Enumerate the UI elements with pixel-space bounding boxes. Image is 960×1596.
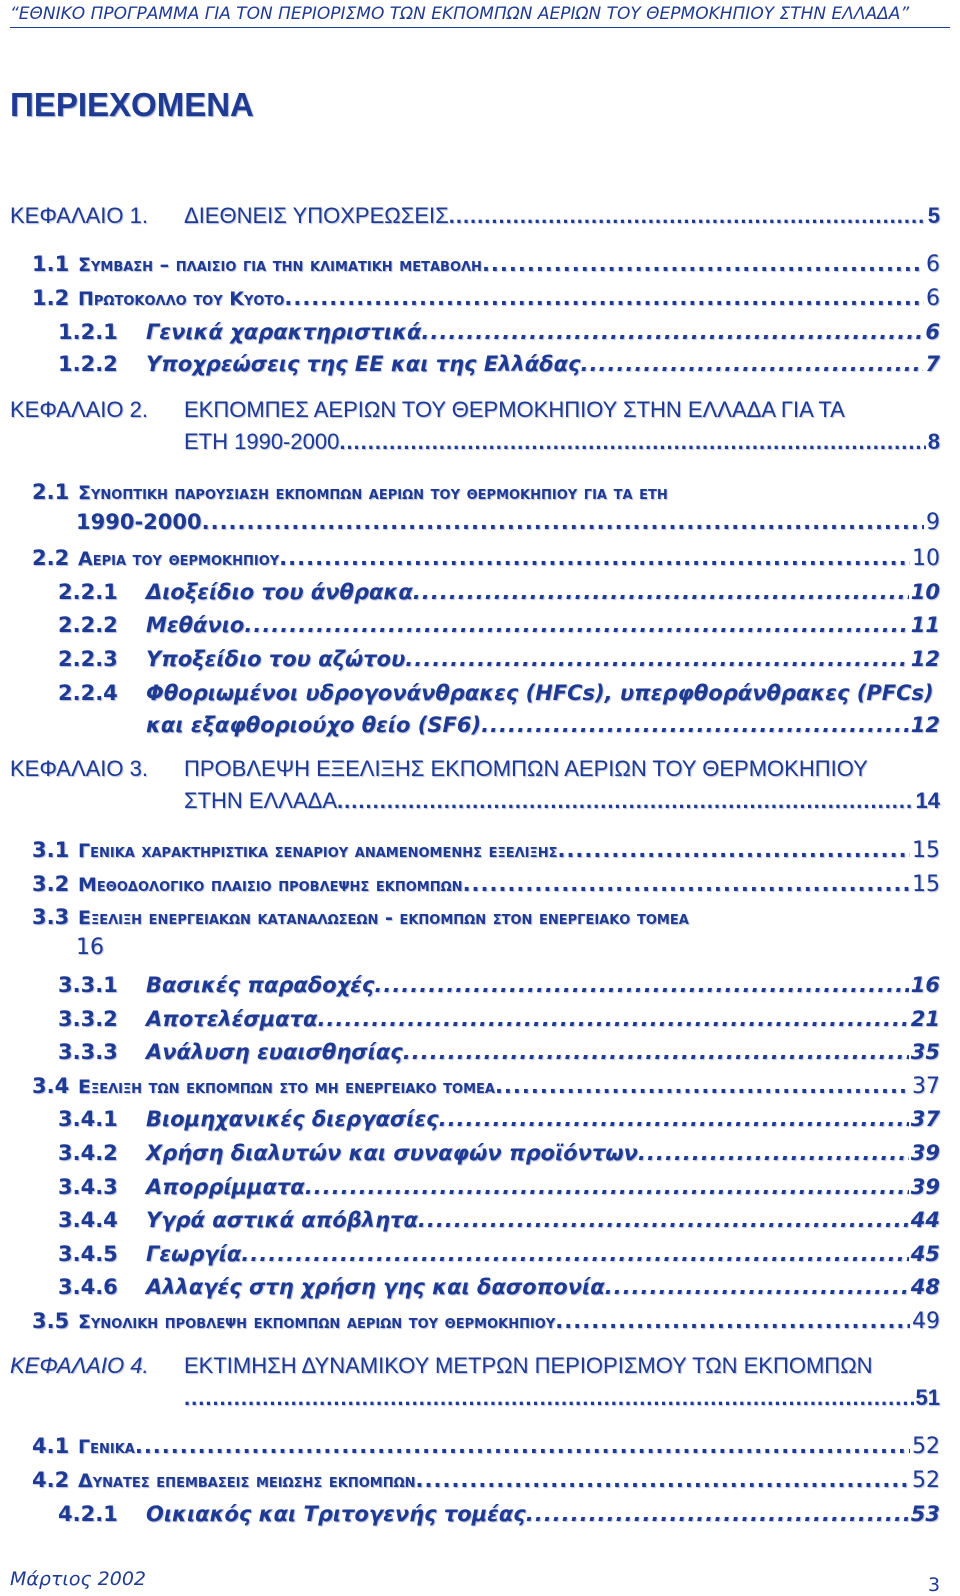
toc-title: Βιομηχανικές διεργασίες (146, 1107, 439, 1131)
dot-leader (135, 1434, 910, 1458)
toc-number: 3.4.4 (58, 1208, 118, 1232)
toc-title: ΕΤΗ 1990-2000 (184, 429, 340, 454)
toc-number: 1.2 (32, 286, 70, 310)
toc-subsection-3-3-2[interactable] (58, 1007, 940, 1031)
dot-leader (638, 1141, 909, 1165)
dot-leader (279, 546, 910, 570)
toc-number: ΚΕΦΑΛΑΙΟ 1. (10, 203, 148, 228)
toc-number: 3.4 (32, 1074, 70, 1098)
toc-page: 12 (910, 647, 940, 671)
toc-page: 49 (912, 1309, 940, 1334)
dot-leader (526, 1502, 909, 1526)
toc-number: 4.2 (32, 1468, 70, 1492)
toc-number: 2.1 (32, 480, 70, 504)
footer-page-number: 3 (928, 1574, 941, 1596)
dot-leader (184, 1385, 914, 1411)
toc-page: 7 (925, 352, 940, 376)
toc-subsection-2-2-4[interactable] (58, 681, 940, 737)
toc-title: Μεθάνιο (146, 613, 245, 637)
toc-subsection-4-2-1[interactable] (58, 1502, 940, 1526)
toc-page: 37 (910, 1107, 940, 1131)
toc-title: Πρωτοκολλο του Κυοτο (78, 288, 285, 310)
dot-leader (337, 788, 913, 814)
toc-number: 2.2 (32, 546, 70, 570)
toc-title: Αλλαγές στη χρήση γης και δασοπονία (146, 1275, 605, 1299)
dot-leader (421, 320, 923, 344)
toc-number: 3.5 (32, 1309, 70, 1333)
toc-number: 2.2.4 (58, 681, 118, 705)
toc-subsection-2-2-1[interactable] (58, 580, 940, 604)
toc-number: ΚΕΦΑΛΑΙΟ 3. (10, 756, 148, 781)
toc-subsection-3-4-2[interactable] (58, 1141, 940, 1165)
toc-page: 10 (912, 546, 940, 571)
toc-page: 51 (915, 1385, 940, 1410)
toc-number: 3.4.5 (58, 1242, 118, 1266)
toc-number: 3.3.2 (58, 1007, 118, 1031)
dot-leader (374, 973, 908, 997)
running-header: “ΕΘΝΙΚΟ ΠΡΟΓΡΑΜΜΑ ΓΙΑ ΤΟΝ ΠΕΡΙΟΡΙΣΜΟ ΤΩΝ ΕΚΠΟΜΠΩΝ ΑΕΡΙΩΝ ΤΟΥ ΘΕΡΜΟΚΗΠΙΟΥ ΣΤΗΝ ΕΛΛΑΔΑ” (10, 4, 950, 28)
toc-page: 21 (910, 1007, 940, 1031)
toc-number: 3.3 (32, 905, 70, 929)
toc-section-3-3[interactable] (32, 905, 940, 960)
toc-page: 45 (910, 1242, 940, 1266)
toc-number: 3.2 (32, 872, 70, 896)
toc-subsection-3-4-5[interactable] (58, 1242, 940, 1266)
toc-section-4-2[interactable] (32, 1468, 940, 1493)
toc-title: ΔΙΕΘΝΕΙΣ ΥΠΟΧΡΕΩΣΕΙΣ (184, 203, 449, 228)
toc-title-line1: Συνοπτικη παρουσιαση εκπομπων αεριων του θερμοκηπιου για τα ετη (78, 482, 668, 504)
toc-section-3-1[interactable] (32, 838, 940, 863)
toc-subsection-3-3-1[interactable] (58, 973, 940, 997)
toc-page: 35 (910, 1040, 940, 1064)
toc-number: 2.2.1 (58, 580, 118, 604)
footer-date: Μάρτιος 2002 (10, 1568, 147, 1590)
toc-number: 4.2.1 (58, 1502, 118, 1526)
toc-section-1-2[interactable] (32, 286, 940, 311)
toc-subsection-3-4-6[interactable] (58, 1275, 940, 1299)
toc-title: Συνολικη προβλεψη εκπομπων αεριων του θερμοκηπιου (78, 1311, 556, 1333)
dot-leader (463, 872, 910, 896)
toc-title-line1: Εξελιξη ενεργειακων καταναλωσεων - εκπομπων στον ενεργειακο τομεα (78, 907, 689, 929)
toc-page: 9 (926, 510, 940, 535)
toc-title-line1: ΕΚΠΟΜΠΕΣ ΑΕΡΙΩΝ ΤΟΥ ΘΕΡΜΟΚΗΠΙΟΥ ΣΤΗΝ ΕΛΛΑΔΑ ΓΙΑ ΤΑ (184, 397, 845, 422)
toc-subsection-1-2-2[interactable] (58, 352, 940, 376)
dot-leader (241, 1242, 908, 1266)
toc-title-line1: Φθοριωμένοι υδρογονάνθρακες (HFCs), υπερφθοράνθρακες (PFCs) (146, 681, 934, 705)
toc-number: 2.2.3 (58, 647, 118, 671)
toc-page: 52 (912, 1468, 940, 1493)
toc-title: Μεθοδολογικο πλαισιο προβλεψης εκπομπων (78, 874, 463, 896)
toc-title: και εξαφθοριούχο θείο (SF6) (146, 713, 482, 737)
dot-leader (580, 352, 923, 376)
dot-leader (339, 429, 925, 455)
toc-number: 3.1 (32, 838, 70, 862)
toc-number: 1.2.2 (58, 352, 118, 376)
toc-section-2-2[interactable] (32, 546, 940, 571)
dot-leader (405, 647, 908, 671)
toc-page: 16 (910, 973, 940, 997)
toc-number: 1.1 (32, 252, 70, 276)
toc-page: 52 (912, 1434, 940, 1459)
toc-title-line1: ΕΚΤΙΜΗΣΗ ΔΥΝΑΜΙΚΟΥ ΜΕΤΡΩΝ ΠΕΡΙΟΡΙΣΜΟΥ ΤΩΝ ΕΚΠΟΜΠΩΝ (184, 1353, 873, 1378)
toc-page: 15 (912, 838, 940, 863)
dot-leader (244, 613, 908, 637)
toc-page: 14 (915, 788, 940, 813)
dot-leader (403, 1040, 909, 1064)
toc-title: Γεωργία (146, 1242, 242, 1266)
toc-section-2-1[interactable] (32, 480, 940, 535)
toc-title: Αποτελέσματα (146, 1007, 318, 1031)
toc-section-3-4[interactable] (32, 1074, 940, 1099)
toc-page: 39 (910, 1141, 940, 1165)
toc-subsection-3-4-4[interactable] (58, 1208, 940, 1232)
toc-title: Χρήση διαλυτών και συναφών προϊόντων (146, 1141, 638, 1165)
toc-number: 3.4.1 (58, 1107, 118, 1131)
toc-subsection-3-3-3[interactable] (58, 1040, 940, 1064)
toc-title: Υποχρεώσεις της ΕΕ και της Ελλάδας (146, 352, 581, 376)
toc-number: 3.3.3 (58, 1040, 118, 1064)
toc-subsection-2-2-3[interactable] (58, 647, 940, 671)
toc-title: Βασικές παραδοχές (146, 973, 375, 997)
toc-page: 48 (910, 1275, 940, 1299)
toc-number: 3.4.6 (58, 1275, 118, 1299)
toc-subsection-1-2-1[interactable] (58, 320, 940, 344)
toc-title: Διοξείδιο του άνθρακα (146, 580, 413, 604)
toc-number: 3.4.2 (58, 1141, 118, 1165)
toc-title: Γενικα (78, 1436, 135, 1458)
toc-page: 6 (925, 320, 940, 344)
toc-number: 3.4.3 (58, 1175, 118, 1199)
toc-title: Οικιακός και Τριτογενής τομέας (146, 1502, 526, 1526)
dot-leader (555, 1309, 910, 1333)
toc-page: 6 (926, 286, 940, 311)
toc-section-1-1[interactable] (32, 252, 940, 277)
dot-leader (418, 1208, 909, 1232)
dot-leader (439, 1107, 909, 1131)
toc-title: Υγρά αστικά απόβλητα (146, 1208, 418, 1232)
dot-leader (416, 1468, 910, 1492)
toc-page: 53 (910, 1502, 940, 1526)
toc-number: 4.1 (32, 1434, 70, 1458)
toc-section-3-2[interactable] (32, 872, 940, 897)
toc-page: 16 (76, 935, 104, 960)
toc-page: 8 (927, 429, 940, 454)
toc-page: 15 (912, 872, 940, 897)
dot-leader (495, 1074, 910, 1098)
dot-leader (284, 286, 924, 310)
toc-title: Γενικά χαρακτηριστικά (146, 320, 422, 344)
toc-title: Εξελιξη των εκπομπων στο μη ενεργειακο τομεα (78, 1076, 495, 1098)
toc-page: 39 (910, 1175, 940, 1199)
toc-title: Απορρίμματα (146, 1175, 305, 1199)
dot-leader (482, 252, 924, 276)
toc-title: 1990-2000 (76, 510, 202, 534)
toc-page: 37 (912, 1074, 940, 1099)
toc-page: 5 (927, 203, 940, 228)
toc-chapter-1[interactable] (10, 203, 940, 229)
toc-chapter-4[interactable] (10, 1353, 940, 1411)
dot-leader (605, 1275, 909, 1299)
toc-chapter-2[interactable] (10, 397, 940, 455)
dot-leader (305, 1175, 909, 1199)
toc-title: Συμβαση – πλαισιο για την κλιματικη μεταβολη (78, 254, 482, 276)
toc-number: ΚΕΦΑΛΑΙΟ 2. (10, 397, 148, 422)
toc-number: 2.2.2 (58, 613, 118, 637)
dot-leader (413, 580, 909, 604)
toc-title: ΣΤΗΝ ΕΛΛΑΔΑ (184, 788, 338, 813)
toc-page: 44 (910, 1208, 940, 1232)
toc-title-line1: ΠΡΟΒΛΕΨΗ ΕΞΕΛΙΞΗΣ ΕΚΠΟΜΠΩΝ ΑΕΡΙΩΝ ΤΟΥ ΘΕΡΜΟΚΗΠΙΟΥ (184, 756, 868, 781)
toc-section-3-5[interactable] (32, 1309, 940, 1334)
toc-section-4-1[interactable] (32, 1434, 940, 1459)
dot-leader (481, 713, 909, 737)
dot-leader (202, 510, 924, 534)
dot-leader (317, 1007, 908, 1031)
toc-page: 12 (910, 713, 940, 737)
toc-title: Ανάλυση ευαισθησίας (146, 1040, 403, 1064)
toc-number: ΚΕΦΑΛΑΙΟ 4. (10, 1353, 149, 1378)
toc-chapter-3[interactable] (10, 756, 940, 814)
dot-leader (557, 838, 910, 862)
toc-page: 10 (910, 580, 940, 604)
toc-title: Υποξείδιο του αζώτου (146, 647, 406, 671)
page-title: ΠΕΡΙΕΧΟΜΕΝΑ (10, 86, 254, 123)
toc-title: Δυνατες επεμβασεις μειωσης εκπομπων (78, 1470, 416, 1492)
toc-subsection-3-4-1[interactable] (58, 1107, 940, 1131)
toc-number: 1.2.1 (58, 320, 118, 344)
toc-title: Γενικα χαρακτηριστικα σεναριου αναμενομενης εξελιξης (78, 840, 558, 862)
toc-number: 3.3.1 (58, 973, 118, 997)
dot-leader (449, 203, 926, 229)
toc-page: 6 (926, 252, 940, 277)
toc-subsection-2-2-2[interactable] (58, 613, 940, 637)
toc-page: 11 (910, 613, 940, 637)
toc-title: Αερια του θερμοκηπιου (78, 548, 280, 570)
toc-subsection-3-4-3[interactable] (58, 1175, 940, 1199)
